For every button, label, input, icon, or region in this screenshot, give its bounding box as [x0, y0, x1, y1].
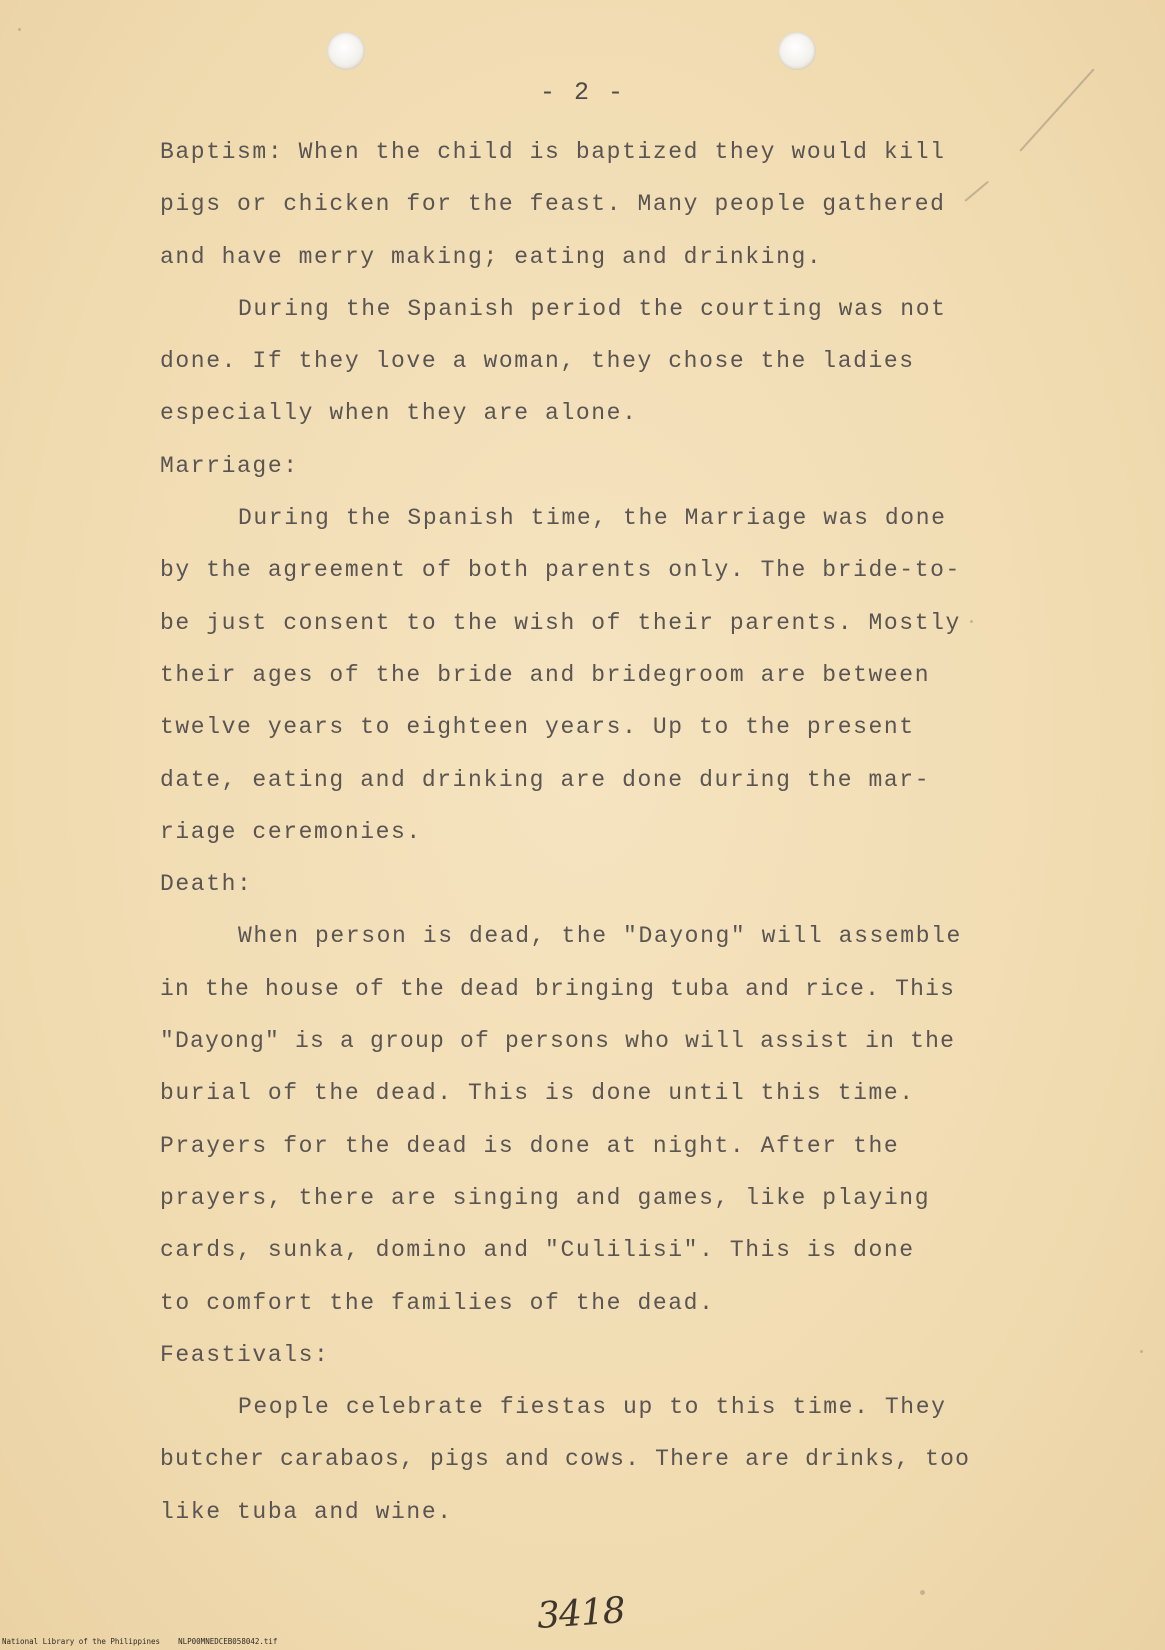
text-line: like tuba and wine. — [160, 1498, 453, 1525]
text-line: and have merry making; eating and drinking. — [160, 243, 823, 270]
punch-hole-right — [778, 32, 816, 70]
handwritten-page-number: 3418 — [535, 1589, 626, 1638]
text-line: butcher carabaos, pigs and cows. There are drinks, too — [160, 1446, 971, 1473]
text-line: their ages of the bride and bridegroom are between — [160, 661, 931, 688]
page-number: - 2 - — [539, 78, 625, 107]
text-line: especially when they are alone. — [160, 400, 638, 427]
text-line: be just consent to the wish of their parents. Mostly — [160, 609, 961, 636]
text-line: When person is dead, the "Dayong" will assemble — [238, 923, 962, 950]
text-line: to comfort the families of the dead. — [160, 1289, 715, 1316]
text-line: Marriage: — [160, 452, 299, 479]
text-line: During the Spanish period the courting was not — [238, 295, 947, 322]
text-line: Death: — [160, 871, 253, 898]
punch-hole-left — [327, 32, 365, 70]
archive-footer: National Library of the Philippines NLP00MNEDCEB058042.tif — [2, 1637, 278, 1646]
text-line: pigs or chicken for the feast. Many people gathered — [160, 191, 946, 218]
paper-speck — [920, 1590, 925, 1595]
text-line: prayers, there are singing and games, like playing — [160, 1184, 931, 1211]
text-line: During the Spanish time, the Marriage was done — [238, 505, 947, 532]
body-text — [160, 126, 1020, 1538]
paper-speck — [18, 28, 21, 31]
paper-speck — [970, 620, 973, 623]
text-line: done. If they love a woman, they chose the ladies — [160, 348, 915, 375]
text-line: by the agreement of both parents only. The bride-to- — [160, 557, 961, 584]
text-line: "Dayong" is a group of persons who will assist in the — [160, 1028, 956, 1055]
text-line: in the house of the dead bringing tuba and rice. This — [160, 975, 956, 1002]
text-line: Baptism: When the child is baptized they would kill — [160, 139, 946, 165]
paper-speck — [1140, 1350, 1143, 1353]
text-line: Feastivals: — [160, 1341, 330, 1368]
text-line: cards, sunka, domino and "Culilisi". This is done — [160, 1237, 915, 1264]
text-line: People celebrate fiestas up to this time. They — [238, 1394, 947, 1421]
text-line: burial of the dead. This is done until this time. — [160, 1080, 915, 1107]
text-line: riage ceremonies. — [160, 818, 422, 845]
text-line: date, eating and drinking are done during the mar- — [160, 766, 931, 793]
text-line: Prayers for the dead is done at night. After the — [160, 1132, 900, 1159]
text-line: twelve years to eighteen years. Up to the present — [160, 714, 915, 741]
